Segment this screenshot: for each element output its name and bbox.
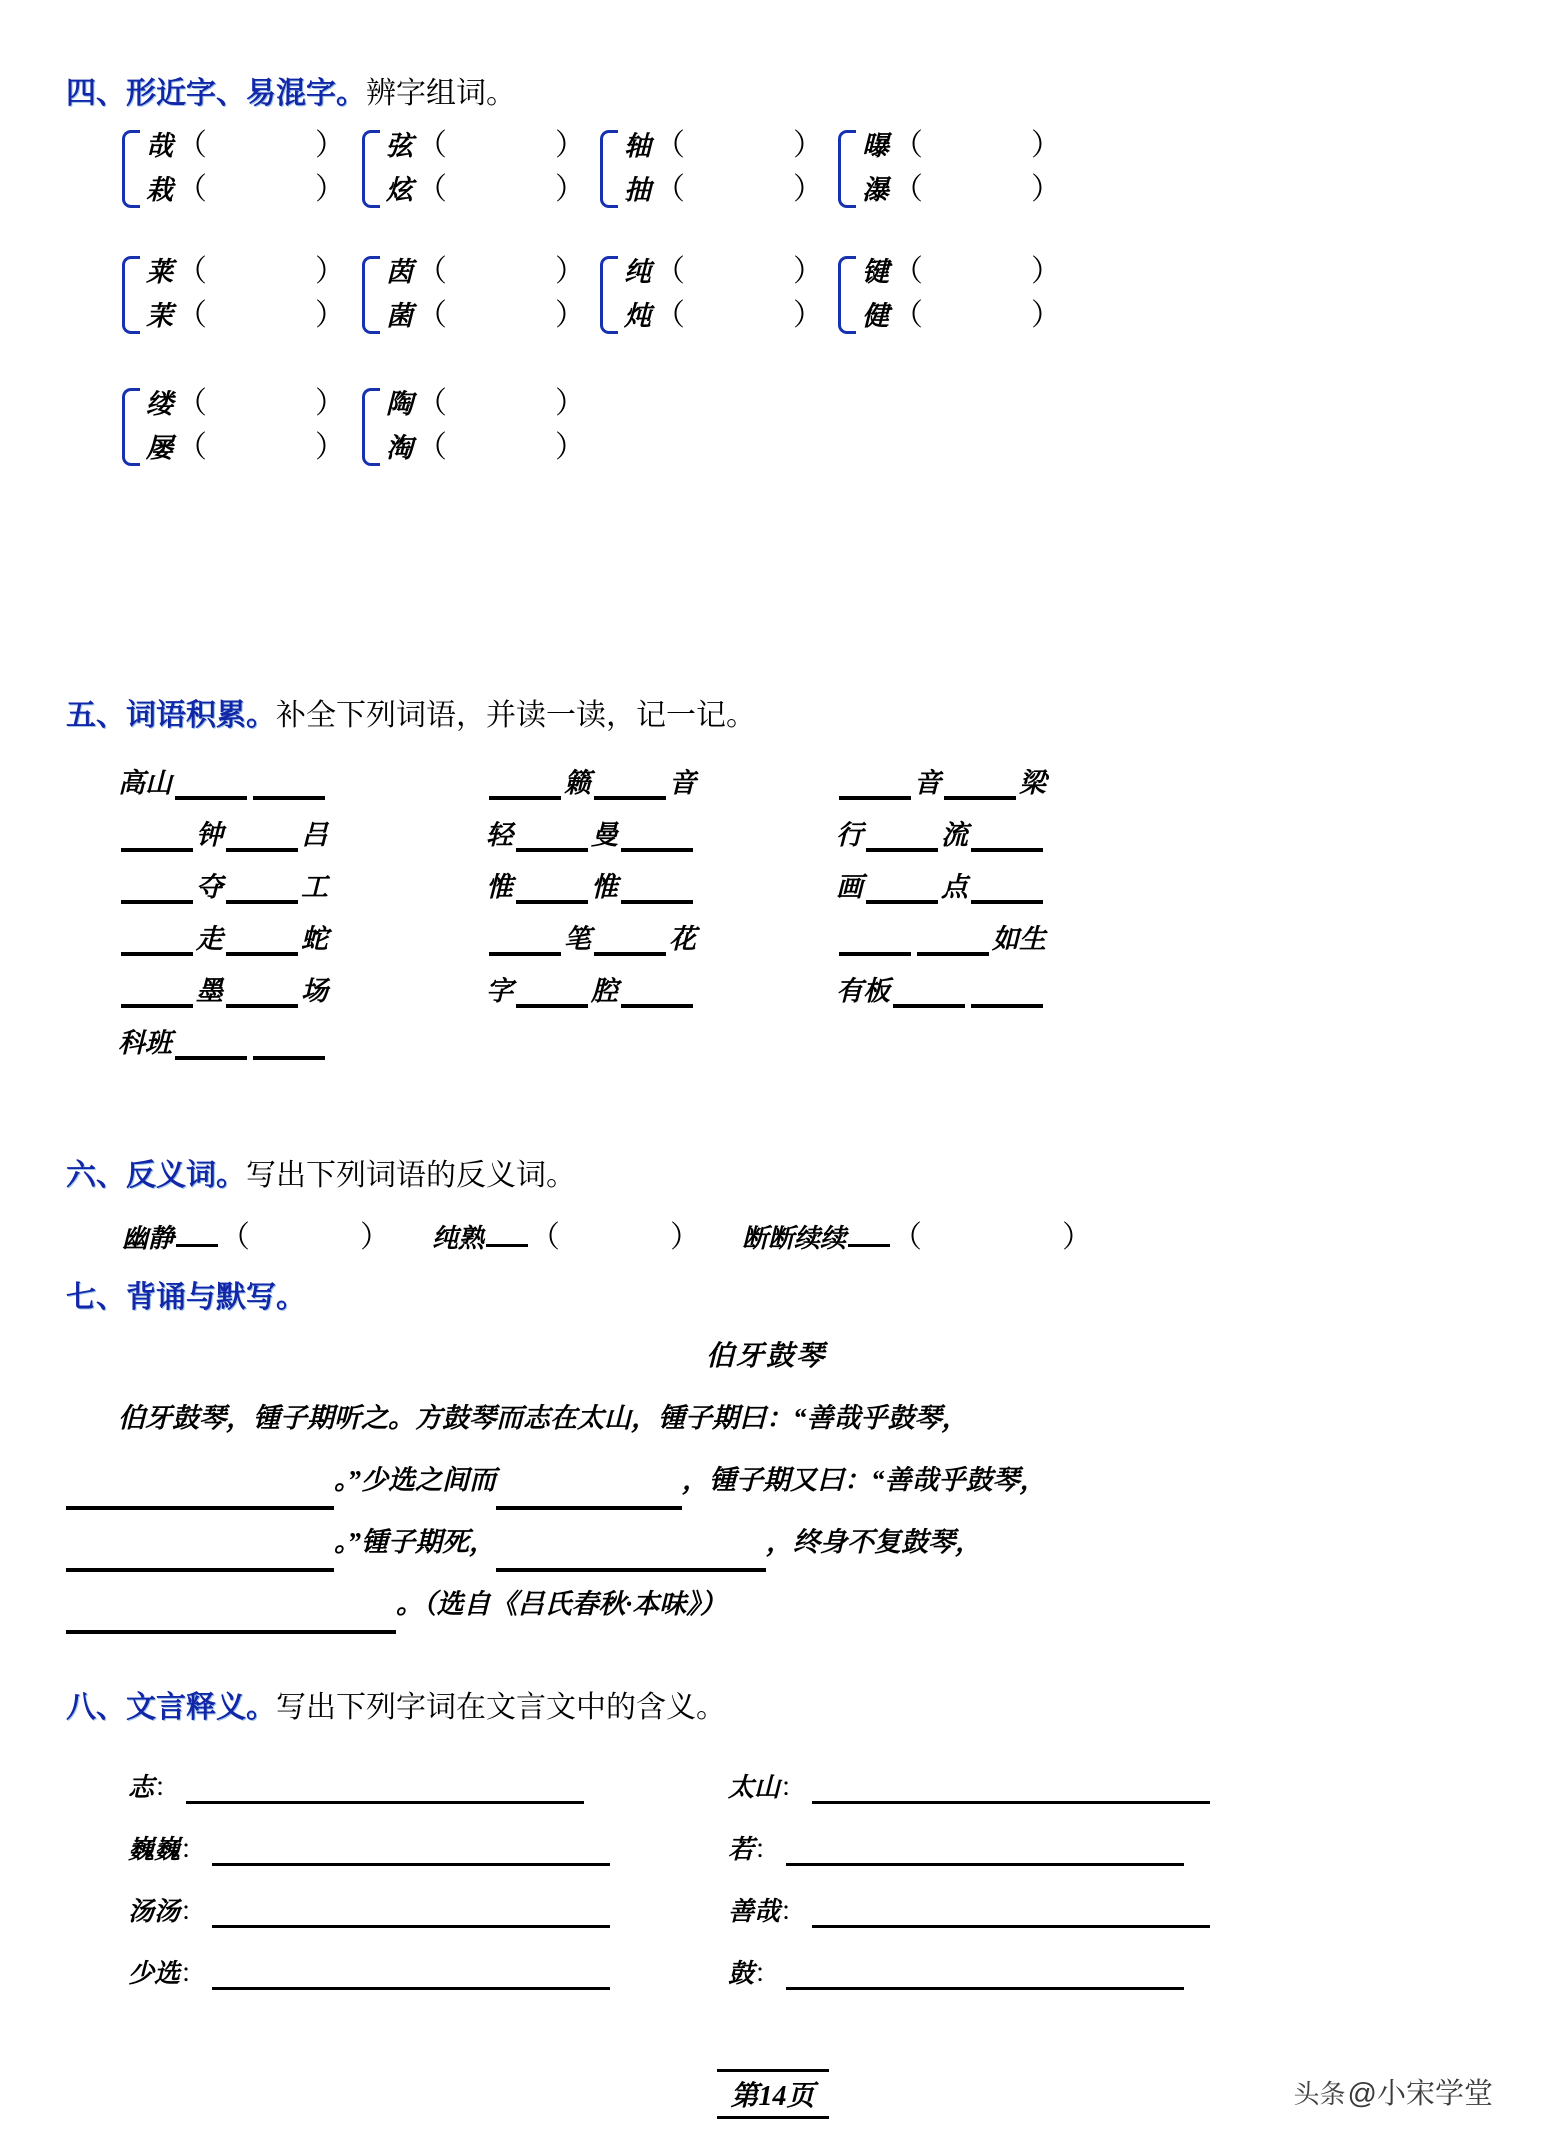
- recitation-line-2: [66, 1450, 1466, 1510]
- idiom-blank[interactable]: [121, 922, 193, 956]
- brace-icon: [838, 256, 856, 334]
- definition-blank[interactable]: [186, 1773, 584, 1804]
- idiom-blank[interactable]: [121, 818, 193, 852]
- antonym-item: [122, 1212, 390, 1256]
- definition-item: [128, 1953, 610, 1990]
- char-top: 茵: [386, 257, 413, 287]
- char-bottom: 抽: [624, 175, 651, 205]
- idiom-item: [836, 766, 1046, 800]
- idiom-blank[interactable]: [866, 870, 938, 904]
- definition-blank[interactable]: [786, 1959, 1184, 1990]
- paren-close: ）: [315, 255, 345, 288]
- brace-icon: [362, 256, 380, 334]
- paren-close: ）: [1062, 1221, 1093, 1254]
- idiom-char: 曼: [591, 820, 618, 850]
- char-bottom: 淘: [386, 433, 413, 463]
- section-six-heading: [66, 1158, 576, 1194]
- idiom-row: [118, 856, 1508, 908]
- definition-term: 若: [728, 1835, 755, 1864]
- definition-item: [728, 1767, 1210, 1804]
- dash-connector: [176, 1230, 218, 1247]
- paren-close: ）: [555, 255, 585, 288]
- idiom-item: [836, 870, 1046, 904]
- paren-close: ）: [793, 173, 823, 206]
- paren-close: ）: [1031, 299, 1061, 332]
- idiom-item: [836, 922, 1046, 956]
- colon: ：: [754, 1959, 781, 1988]
- section-four-heading: [66, 76, 516, 112]
- idiom-char: 籁: [564, 768, 591, 798]
- definition-item: [728, 1953, 1184, 1990]
- idiom-item: [118, 766, 328, 800]
- definition-item: [128, 1767, 584, 1804]
- paren-close: ）: [670, 1221, 701, 1254]
- colon: ：: [780, 1773, 807, 1802]
- idiom-char: 笔: [564, 924, 591, 954]
- char-pair-col: [362, 124, 600, 212]
- idiom-char: 科班: [118, 1028, 172, 1058]
- idiom-char: 腔: [591, 976, 618, 1006]
- idiom-blank[interactable]: [226, 818, 298, 852]
- idiom-char: 场: [301, 976, 328, 1006]
- idiom-char: 字: [486, 976, 513, 1006]
- char-bottom: 炖: [624, 301, 651, 331]
- fill-blank[interactable]: [66, 1534, 334, 1572]
- page-footer: [0, 2069, 1545, 2129]
- brace-icon: [122, 130, 140, 208]
- char-top: 缕: [146, 389, 173, 419]
- idiom-char: 夺: [196, 872, 223, 902]
- paren-open: （: [177, 129, 207, 162]
- char-pair-col: [838, 250, 1076, 338]
- paren-close: ）: [555, 129, 585, 162]
- definition-term: 巍巍: [128, 1835, 181, 1864]
- definition-term: 少选: [128, 1959, 181, 1988]
- idiom-blank[interactable]: [226, 870, 298, 904]
- section-eight-instruction: 写出下列字词在文言文中的含义。: [276, 1691, 726, 1724]
- paren-open: （: [220, 1221, 251, 1254]
- paren-close: ）: [315, 431, 345, 464]
- section-five-heading: [66, 698, 756, 734]
- definition-row: [128, 1934, 1508, 1996]
- idiom-blank[interactable]: [621, 870, 693, 904]
- idiom-char: 音: [669, 768, 696, 798]
- idiom-char: 梁: [1019, 768, 1046, 798]
- definition-blank[interactable]: [212, 1959, 610, 1990]
- char-bottom: 菌: [386, 301, 413, 331]
- idiom-item: [486, 974, 696, 1008]
- idiom-blank[interactable]: [489, 922, 561, 956]
- idiom-blank[interactable]: [971, 818, 1043, 852]
- idiom-blank[interactable]: [839, 922, 911, 956]
- char-bottom: 屡: [146, 433, 173, 463]
- idiom-blank[interactable]: [594, 922, 666, 956]
- paren-open: （: [893, 299, 923, 332]
- idiom-blank[interactable]: [839, 766, 911, 800]
- definition-item: [128, 1891, 610, 1928]
- fill-blank[interactable]: [496, 1472, 682, 1510]
- idiom-char: 惟: [486, 872, 513, 902]
- char-pair-col: [838, 124, 1076, 212]
- recitation-title: 伯牙鼓琴: [705, 1341, 826, 1372]
- idiom-item: [118, 870, 328, 904]
- definition-item: [728, 1829, 1184, 1866]
- brace-icon: [838, 130, 856, 208]
- idiom-blank[interactable]: [121, 870, 193, 904]
- idiom-row: [118, 960, 1508, 1012]
- paren-close: ）: [360, 1221, 391, 1254]
- paren-open: （: [417, 387, 447, 420]
- section-six-period: 。: [216, 1159, 246, 1192]
- idiom-blank[interactable]: [516, 818, 588, 852]
- paren-close: ）: [315, 387, 345, 420]
- char-top: 纯: [624, 257, 651, 287]
- idiom-char: 钟: [196, 820, 223, 850]
- idiom-blank[interactable]: [253, 1026, 325, 1060]
- char-bottom: 栽: [146, 175, 173, 205]
- definition-term: 志: [128, 1773, 155, 1802]
- paren-close: ）: [1031, 129, 1061, 162]
- char-pair-group-3: [122, 382, 600, 470]
- brace-icon: [600, 256, 618, 334]
- paren-open: （: [892, 1221, 923, 1254]
- recitation-block: [66, 1334, 1466, 1634]
- idiom-char: 行: [836, 820, 863, 850]
- char-bottom: 炫: [386, 175, 413, 205]
- char-top: 曝: [862, 131, 889, 161]
- paren-open: （: [417, 255, 447, 288]
- idiom-char: 花: [669, 924, 696, 954]
- section-five-number: 五、: [66, 699, 126, 732]
- definition-blank[interactable]: [212, 1835, 610, 1866]
- paren-open: （: [177, 173, 207, 206]
- idiom-char: 如生: [992, 924, 1046, 954]
- idiom-row: [118, 804, 1508, 856]
- antonym-item: [432, 1212, 700, 1256]
- colon: ：: [154, 1773, 181, 1802]
- antonym-word: 幽静: [122, 1224, 175, 1253]
- idiom-blank[interactable]: [226, 922, 298, 956]
- idiom-char: 有板: [836, 976, 890, 1006]
- paren-open: （: [530, 1221, 561, 1254]
- recitation-line-3-text-a: 。”锺子期死，: [334, 1527, 496, 1557]
- char-pair-col: [122, 382, 362, 470]
- paren-open: （: [417, 299, 447, 332]
- section-seven-heading: [66, 1280, 306, 1316]
- idiom-grid: [118, 752, 1508, 1064]
- idiom-char: 走: [196, 924, 223, 954]
- section-five-title: 词语积累: [126, 699, 246, 732]
- idiom-blank[interactable]: [944, 766, 1016, 800]
- paren-open: （: [177, 431, 207, 464]
- section-seven-number: 七、: [66, 1281, 126, 1314]
- idiom-blank[interactable]: [489, 766, 561, 800]
- idiom-char: 工: [301, 872, 328, 902]
- char-bottom: 瀑: [862, 175, 889, 205]
- recitation-line-4: [66, 1574, 1466, 1634]
- recitation-line-3: [66, 1512, 1466, 1572]
- idiom-blank[interactable]: [594, 766, 666, 800]
- idiom-blank[interactable]: [226, 974, 298, 1008]
- paren-close: ）: [555, 299, 585, 332]
- dash-connector: [486, 1230, 528, 1247]
- definition-row: [128, 1872, 1508, 1934]
- section-five-instruction: 补全下列词语，并读一读，记一记。: [276, 699, 756, 732]
- idiom-row: [118, 752, 1508, 804]
- definition-item: [128, 1829, 610, 1866]
- section-seven-title: 背诵与默写: [126, 1281, 276, 1314]
- idiom-item: [118, 922, 328, 956]
- brace-icon: [600, 130, 618, 208]
- fill-blank[interactable]: [496, 1534, 766, 1572]
- idiom-item: [486, 766, 696, 800]
- antonym-item: [742, 1212, 1092, 1256]
- page-number: 第14页: [716, 2069, 828, 2119]
- paren-close: ）: [1031, 255, 1061, 288]
- idiom-blank[interactable]: [175, 766, 247, 800]
- idiom-blank[interactable]: [971, 974, 1043, 1008]
- section-four-period: 。: [336, 77, 366, 110]
- paren-open: （: [655, 299, 685, 332]
- char-pair-col: [122, 124, 362, 212]
- idiom-item: [486, 922, 696, 956]
- brace-icon: [122, 388, 140, 466]
- char-pair-col: [362, 382, 600, 470]
- antonym-word: 断断续续: [742, 1224, 847, 1253]
- idiom-item: [118, 1026, 328, 1060]
- toutiao-icon: 头条: [1293, 2079, 1346, 2109]
- paren-close: ）: [555, 387, 585, 420]
- paren-close: ）: [315, 129, 345, 162]
- char-top: 轴: [624, 131, 651, 161]
- watermark-handle: @小宋学堂: [1347, 2078, 1493, 2110]
- char-pair-col: [122, 250, 362, 338]
- definition-term: 汤汤: [128, 1897, 181, 1926]
- idiom-char: 流: [941, 820, 968, 850]
- definition-grid: [128, 1748, 1508, 1996]
- dash-connector: [848, 1230, 890, 1247]
- paren-open: （: [655, 255, 685, 288]
- recitation-line-4-text: 。（选自《吕氏春秋·本味》）: [396, 1589, 727, 1619]
- paren-close: ）: [315, 299, 345, 332]
- idiom-char: 墨: [196, 976, 223, 1006]
- paren-open: （: [655, 173, 685, 206]
- section-six-title: 反义词: [126, 1159, 216, 1192]
- brace-icon: [362, 388, 380, 466]
- idiom-char: 惟: [591, 872, 618, 902]
- idiom-item: [118, 818, 328, 852]
- idiom-item: [836, 974, 1046, 1008]
- section-eight-period: 。: [246, 1691, 276, 1724]
- paren-close: ）: [1031, 173, 1061, 206]
- section-four-title: 形近字、易混字: [126, 77, 336, 110]
- paren-close: ）: [793, 255, 823, 288]
- paren-close: ）: [555, 173, 585, 206]
- paren-open: （: [893, 173, 923, 206]
- idiom-blank[interactable]: [893, 974, 965, 1008]
- paren-open: （: [177, 299, 207, 332]
- definition-blank[interactable]: [812, 1773, 1210, 1804]
- char-bottom: 健: [862, 301, 889, 331]
- section-four-number: 四、: [66, 77, 126, 110]
- definition-row: [128, 1748, 1508, 1810]
- idiom-row: [118, 1012, 1508, 1064]
- char-pair-col: [600, 250, 838, 338]
- idiom-item: [118, 974, 328, 1008]
- idiom-item: [486, 870, 696, 904]
- antonym-row: [122, 1212, 1092, 1256]
- char-bottom: 茉: [146, 301, 173, 331]
- section-six-number: 六、: [66, 1159, 126, 1192]
- paren-open: （: [417, 129, 447, 162]
- idiom-row: [118, 908, 1508, 960]
- colon: ：: [780, 1897, 807, 1926]
- idiom-blank[interactable]: [253, 766, 325, 800]
- idiom-blank[interactable]: [917, 922, 989, 956]
- paren-open: （: [655, 129, 685, 162]
- section-six-instruction: 写出下列词语的反义词。: [246, 1159, 576, 1192]
- idiom-blank[interactable]: [621, 974, 693, 1008]
- definition-blank[interactable]: [812, 1897, 1210, 1928]
- idiom-blank[interactable]: [175, 1026, 247, 1060]
- definition-term: 鼓: [728, 1959, 755, 1988]
- idiom-blank[interactable]: [516, 974, 588, 1008]
- fill-blank[interactable]: [66, 1596, 396, 1634]
- char-top: 哉: [146, 131, 173, 161]
- colon: ：: [180, 1835, 207, 1864]
- char-pair-col: [362, 250, 600, 338]
- idiom-char: 音: [914, 768, 941, 798]
- recitation-line-2-text-b: ，锺子期又曰：“善哉乎鼓琴，: [682, 1465, 1047, 1495]
- paren-open: （: [893, 255, 923, 288]
- idiom-char: 蛇: [301, 924, 328, 954]
- definition-term: 善哉: [728, 1897, 781, 1926]
- definition-term: 太山: [728, 1773, 781, 1802]
- idiom-char: 画: [836, 872, 863, 902]
- section-seven-period: 。: [276, 1281, 306, 1314]
- char-pair-col: [600, 124, 838, 212]
- section-eight-heading: [66, 1690, 726, 1726]
- fill-blank[interactable]: [66, 1472, 334, 1510]
- brace-icon: [362, 130, 380, 208]
- watermark: [1294, 2071, 1493, 2112]
- idiom-item: [836, 818, 1046, 852]
- char-top: 莱: [146, 257, 173, 287]
- paren-open: （: [177, 255, 207, 288]
- section-four-instruction: 辨字组词。: [366, 77, 516, 110]
- colon: ：: [180, 1959, 207, 1988]
- char-top: 键: [862, 257, 889, 287]
- definition-item: [728, 1891, 1210, 1928]
- antonym-word: 纯熟: [432, 1224, 485, 1253]
- char-pair-group-2: [122, 250, 1076, 338]
- char-top: 弦: [386, 131, 413, 161]
- recitation-line-2-text-a: 。”少选之间而: [334, 1465, 496, 1495]
- section-eight-title: 文言释义: [126, 1691, 246, 1724]
- idiom-blank[interactable]: [516, 870, 588, 904]
- idiom-blank[interactable]: [621, 818, 693, 852]
- paren-close: ）: [555, 431, 585, 464]
- section-five-period: 。: [246, 699, 276, 732]
- paren-open: （: [177, 387, 207, 420]
- idiom-char: 轻: [486, 820, 513, 850]
- paren-close: ）: [793, 129, 823, 162]
- section-eight-number: 八、: [66, 1691, 126, 1724]
- recitation-line-3-text-b: ，终身不复鼓琴，: [766, 1527, 982, 1557]
- char-pair-group-1: [122, 124, 1076, 212]
- recitation-line-1: 伯牙鼓琴，锺子期听之。方鼓琴而志在太山，锺子期曰：“善哉乎鼓琴，: [118, 1403, 969, 1433]
- idiom-char: 高山: [118, 768, 172, 798]
- idiom-blank[interactable]: [866, 818, 938, 852]
- idiom-char: 点: [941, 872, 968, 902]
- brace-icon: [122, 256, 140, 334]
- idiom-item: [486, 818, 696, 852]
- paren-close: ）: [315, 173, 345, 206]
- paren-open: （: [417, 431, 447, 464]
- colon: ：: [754, 1835, 781, 1864]
- idiom-blank[interactable]: [121, 974, 193, 1008]
- idiom-blank[interactable]: [971, 870, 1043, 904]
- definition-blank[interactable]: [212, 1897, 610, 1928]
- definition-row: [128, 1810, 1508, 1872]
- paren-open: （: [893, 129, 923, 162]
- definition-blank[interactable]: [786, 1835, 1184, 1866]
- colon: ：: [180, 1897, 207, 1926]
- char-top: 陶: [386, 389, 413, 419]
- paren-close: ）: [793, 299, 823, 332]
- idiom-char: 吕: [301, 820, 328, 850]
- paren-open: （: [417, 173, 447, 206]
